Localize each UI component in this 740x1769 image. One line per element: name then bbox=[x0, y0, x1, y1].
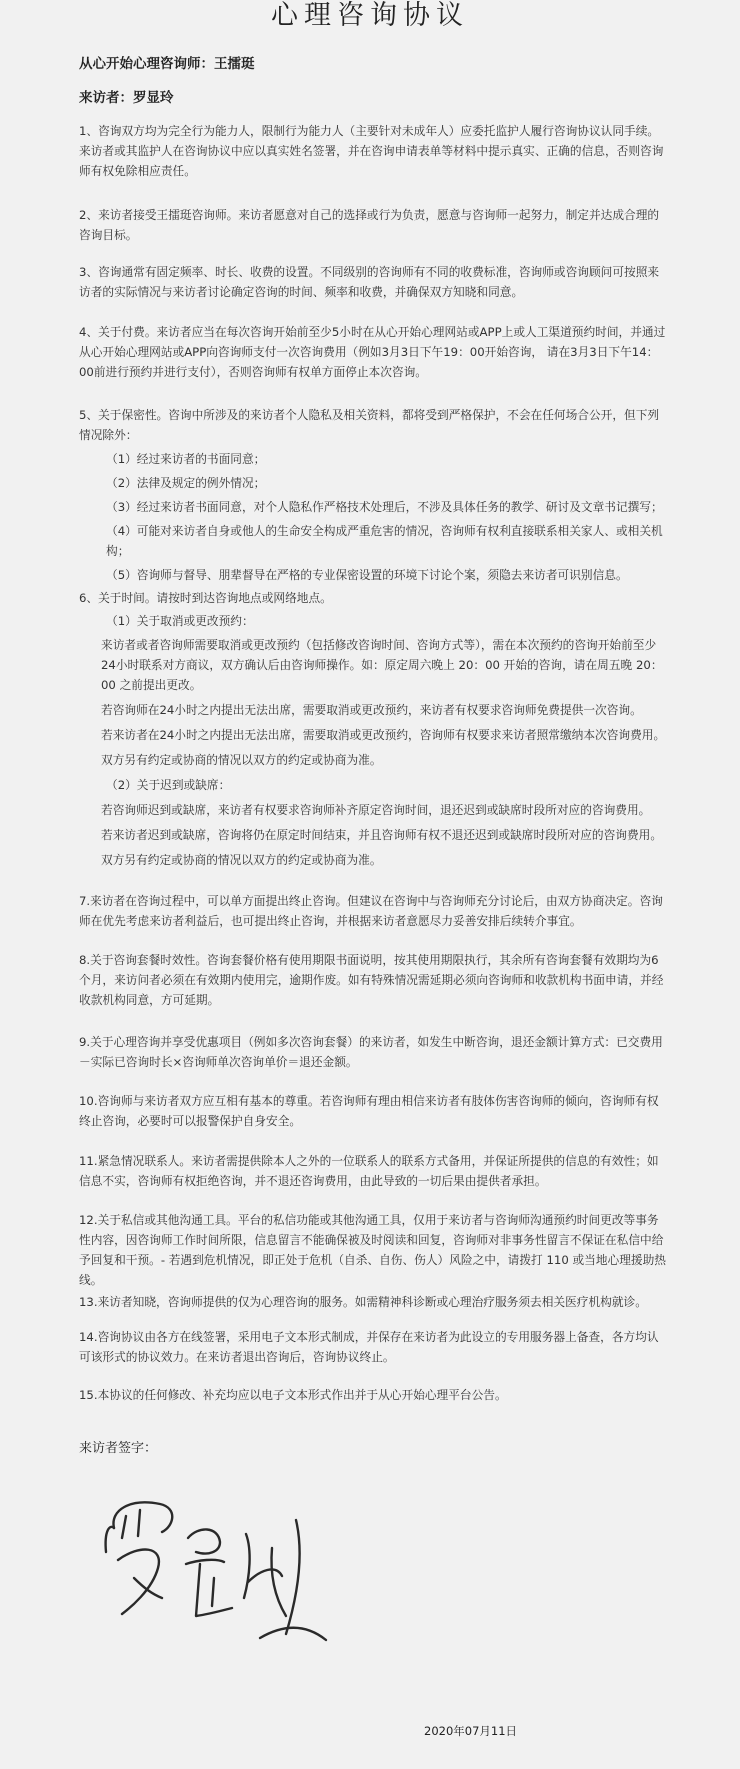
clause-6-sub1-line: 若来访者在24小时之内提出无法出席，需要取消或更改预约，咨询师有权要求来访者照常缴纳本次咨询费用。 bbox=[101, 728, 666, 742]
clause-14: 14.咨询协议由各方在线签署，采用电子文本形式制成，并保存在来访者为此设立的专用服务器上备查，各方均认可该形式的协议效力。在来访者退出咨询后，咨询协议终止。 bbox=[79, 1330, 659, 1364]
clause-5-item: （4）可能对来访者自身或他人的生命安全构成严重危害的情况，咨询师有权利直接联系相关家人、或相关机构； bbox=[106, 524, 663, 558]
clause-6-sub1-line: 双方另有约定或协商的情况以双方的约定或协商为准。 bbox=[101, 753, 382, 767]
clause-8: 8.关于咨询套餐时效性。咨询套餐价格有使用期限书面说明，按其使用期限执行，其余所有咨询套餐有效期均为6个月，来访问者必须在有效期内使用完，逾期作废。如有特殊情况需延期必须向咨询师和收款机构书面申请，并经收款机构同意，方可延期。 bbox=[79, 953, 664, 1007]
client-line: 来访者：罗显玲 bbox=[79, 90, 174, 106]
clause-6: 6、关于时间。请按时到达咨询地点或网络地点。 （1）关于取消或更改预约： 来访者或者咨询师需要取消或更改预约（包括修改咨询时间、咨询方式等），需在本次预约的咨询开始前至少24小时联系对方商议，双方确认后由咨询师操作。如：原定周六晚上 20：00 开始的咨询，请在周五晚 20：00 之前提出更改。 若咨询师在24小时之内提出无法出席，需要取消或更改预约，来访者有权要求咨询师免费提供一次咨询。 若来访者在24小时之内提出无法出席，需要取消或更改预约，咨询师有权要求来访者照常缴纳本次咨询费用。 双方另有约定或协商的情况以双方的约定或协商为准。 （2）关于迟到或缺席： 若咨询师迟到或缺席，来访者有权要求咨询师补齐原定咨询时间，退还迟到或缺席时段所对应的咨询费用。 若来访者迟到或缺席，咨询将仍在原定时间结束，并且咨询师有权不退还迟到或缺席时段所对应的咨询费用。 双方另有约定或协商的情况以双方的约定或协商为准。 bbox=[79, 588, 667, 870]
clause-10: 10.咨询师与来访者双方应互相有基本的尊重。若咨询师有理由相信来访者有肢体伤害咨询师的倾向，咨询师有权终止咨询，必要时可以报警保护自身安全。 bbox=[79, 1094, 659, 1128]
clause-9: 9.关于心理咨询并享受优惠项目（例如多次咨询套餐）的来访者，如发生中断咨询，退还金额计算方式：已交费用－实际已咨询时长×咨询师单次咨询单价＝退还金额。 bbox=[79, 1035, 663, 1069]
client-signature bbox=[100, 1490, 340, 1664]
clause-6-sub2-heading: （2）关于迟到或缺席： bbox=[106, 778, 231, 792]
clause-6-sub1-heading: （1）关于取消或更改预约： bbox=[106, 614, 254, 628]
clause-6-sub2-line: 双方另有约定或协商的情况以双方的约定或协商为准。 bbox=[101, 853, 382, 867]
clause-11: 11.紧急情况联系人。来访者需提供除本人之外的一位联系人的联系方式备用，并保证所提供的信息的有效性；如信息不实，咨询师有权拒绝咨询，并不退还咨询费用，由此导致的一切后果由提供者承担。 bbox=[79, 1154, 659, 1188]
clause-1: 1、咨询双方均为完全行为能力人，限制行为能力人（主要针对未成年人）应委托监护人履行咨询协议认同手续。来访者或其监护人在咨询协议中应以真实姓名签署，并在咨询申请表单等材料中提示真实、正确的信息，否则咨询师有权免除相应责任。 bbox=[79, 124, 664, 178]
clause-5-item: （3）经过来访者书面同意，对个人隐私作严格技术处理后，不涉及具体任务的教学、研讨及文章书记撰写； bbox=[106, 500, 663, 514]
page-title: 心理咨询协议 bbox=[271, 0, 469, 31]
clause-5-item: （5）咨询师与督导、朋辈督导在严格的专业保密设置的环境下讨论个案，须隐去来访者可识别信息。 bbox=[106, 568, 628, 582]
clause-6-sub1-line: 若咨询师在24小时之内提出无法出席，需要取消或更改预约，来访者有权要求咨询师免费提供一次咨询。 bbox=[101, 703, 642, 717]
clause-7: 7.来访者在咨询过程中，可以单方面提出终止咨询。但建议在咨询中与咨询师充分讨论后，由双方协商决定。咨询师在优先考虑来访者利益后，也可提出终止咨询，并根据来访者意愿尽力妥善安排后续转介事宜。 bbox=[79, 894, 663, 928]
clause-5-item: （2）法律及规定的例外情况； bbox=[106, 476, 266, 490]
clause-12: 12.关于私信或其他沟通工具。平台的私信功能或其他沟通工具，仅用于来访者与咨询师沟通预约时间更改等事务性内容，因咨询师工作时间所限，信息留言不能确保被及时阅读和回复，咨询师对非事务性留言不保证在私信中给予回复和干预。- 若遇到危机情况，即正处于危机（自杀、自伤、伤人）风险之中，请拨打 110 或当地心理援助热线。 bbox=[79, 1213, 666, 1287]
signature-date: 2020年07月11日 bbox=[424, 1724, 518, 1738]
clause-6-sub1-body: 来访者或者咨询师需要取消或更改预约（包括修改咨询时间、咨询方式等），需在本次预约的咨询开始前至少24小时联系对方商议，双方确认后由咨询师操作。如：原定周六晚上 20：00 开始的咨询，请在周五晚 20：00 之前提出更改。 bbox=[101, 638, 663, 692]
clause-4: 4、关于付费。来访者应当在每次咨询开始前至少5小时在从心开始心理网站或APP上或人工渠道预约时间，并通过从心开始心理网站或APP向咨询师支付一次咨询费用（例如3月3日下午19：00开始咨询， 请在3月3日下午14：00前进行预约并进行支付），否则咨询师有权单方面停止本次咨询。 bbox=[79, 325, 666, 379]
clause-13: 13.来访者知晓，咨询师提供的仅为心理咨询的服务。如需精神科诊断或心理治疗服务须去相关医疗机构就诊。 bbox=[79, 1295, 647, 1309]
counselor-line: 从心开始心理咨询师：王擂珽 bbox=[79, 56, 255, 72]
clause-2: 2、来访者接受王擂珽咨询师。来访者愿意对自己的选择或行为负责，愿意与咨询师一起努力，制定并达成合理的咨询目标。 bbox=[79, 208, 660, 242]
clause-6-sub2-line: 若咨询师迟到或缺席，来访者有权要求咨询师补齐原定咨询时间，退还迟到或缺席时段所对应的咨询费用。 bbox=[101, 803, 651, 817]
clause-3: 3、咨询通常有固定频率、时长、收费的设置。不同级别的咨询师有不同的收费标准，咨询师或咨询顾问可按照来访者的实际情况与来访者讨论确定咨询的时间、频率和收费，并确保双方知晓和同意。 bbox=[79, 265, 660, 299]
clause-15: 15.本协议的任何修改、补充均应以电子文本形式作出并于从心开始心理平台公告。 bbox=[79, 1388, 507, 1402]
handwritten-signature bbox=[100, 1490, 340, 1660]
clause-5: 5、关于保密性。咨询中所涉及的来访者个人隐私及相关资料，都将受到严格保护，不会在任何场合公开，但下列情况除外： （1）经过来访者的书面同意； （2）法律及规定的例外情况； （3）经过来访者书面同意，对个人隐私作严格技术处理后，不涉及具体任务的教学、研讨及文章书记撰写； （4）可能对来访者自身或他人的生命安全构成严重危害的情况，咨询师有权利直接联系相关家人、或相关机构； （5）咨询师与督导、朋辈督导在严格的专业保密设置的环境下讨论个案，须隐去来访者可识别信息。 bbox=[79, 405, 667, 585]
clause-6-sub2-line: 若来访者迟到或缺席，咨询将仍在原定时间结束，并且咨询师有权不退还迟到或缺席时段所对应的咨询费用。 bbox=[101, 828, 663, 842]
clause-5-item: （1）经过来访者的书面同意； bbox=[106, 452, 266, 466]
signature-label: 来访者签字： bbox=[79, 1441, 158, 1456]
